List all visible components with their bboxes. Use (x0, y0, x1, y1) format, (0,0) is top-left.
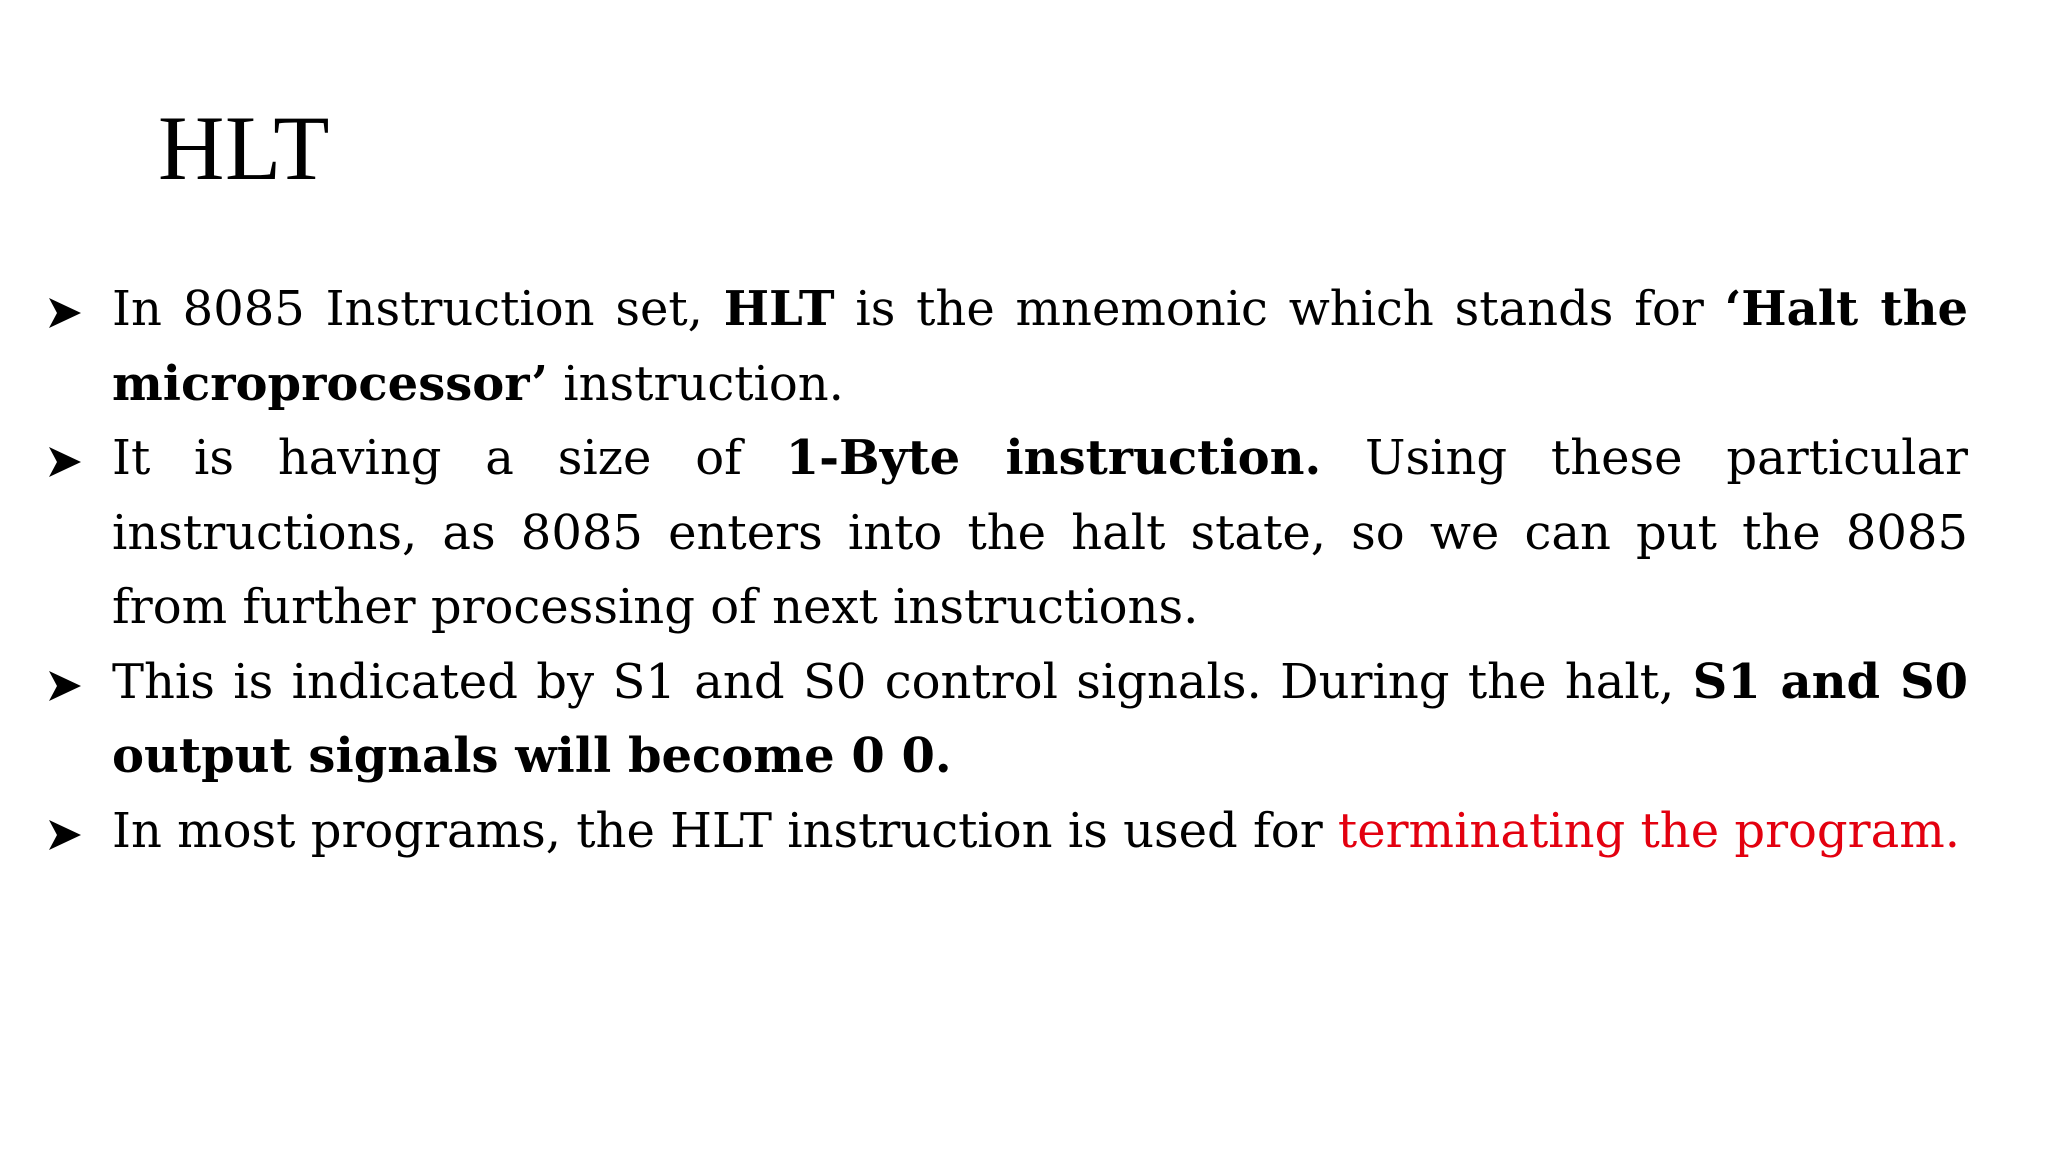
bullet-2-text-1: It is having a size of (112, 430, 786, 486)
bullet-1-text-3: instruction. (548, 355, 844, 412)
arrow-bullet-icon (48, 296, 82, 330)
bullet-list (48, 272, 1968, 868)
bullet-item-1 (48, 272, 1968, 421)
arrow-bullet-icon (48, 669, 82, 703)
bullet-2-text-2: Using these particular instructions, as 8085 enters into the halt state, so we can put the 8085 from further processing of next instructions. (112, 430, 1969, 635)
bullet-3-text-1: This is indicated by S1 and S0 control signals. During the halt, (112, 653, 1693, 710)
bullet-1-bold-halt: ‘Halt the microprocessor’ (112, 281, 1968, 412)
bullet-item-2 (48, 421, 1968, 645)
bullet-item-4 (48, 794, 1968, 869)
bullet-3-bold-signals: S1 and S0 output signals will become 0 0. (112, 653, 1968, 784)
bullet-item-3 (48, 645, 1968, 794)
bullet-1-text-1: In 8085 Instruction set, (112, 281, 724, 337)
arrow-bullet-icon (48, 818, 82, 852)
bullet-1-bold-hlt: HLT (723, 281, 835, 337)
arrow-bullet-icon (48, 445, 82, 479)
slide-title: HLT (158, 97, 330, 199)
bullet-4-red-terminating: terminating the program. (1337, 802, 1960, 859)
bullet-4-text-1: In most programs, the HLT instruction is used for (112, 802, 1338, 859)
bullet-1-text-2: is the mnemonic which stands for (834, 281, 1725, 337)
bullet-2-bold-size: 1-Byte instruction. (785, 430, 1322, 486)
